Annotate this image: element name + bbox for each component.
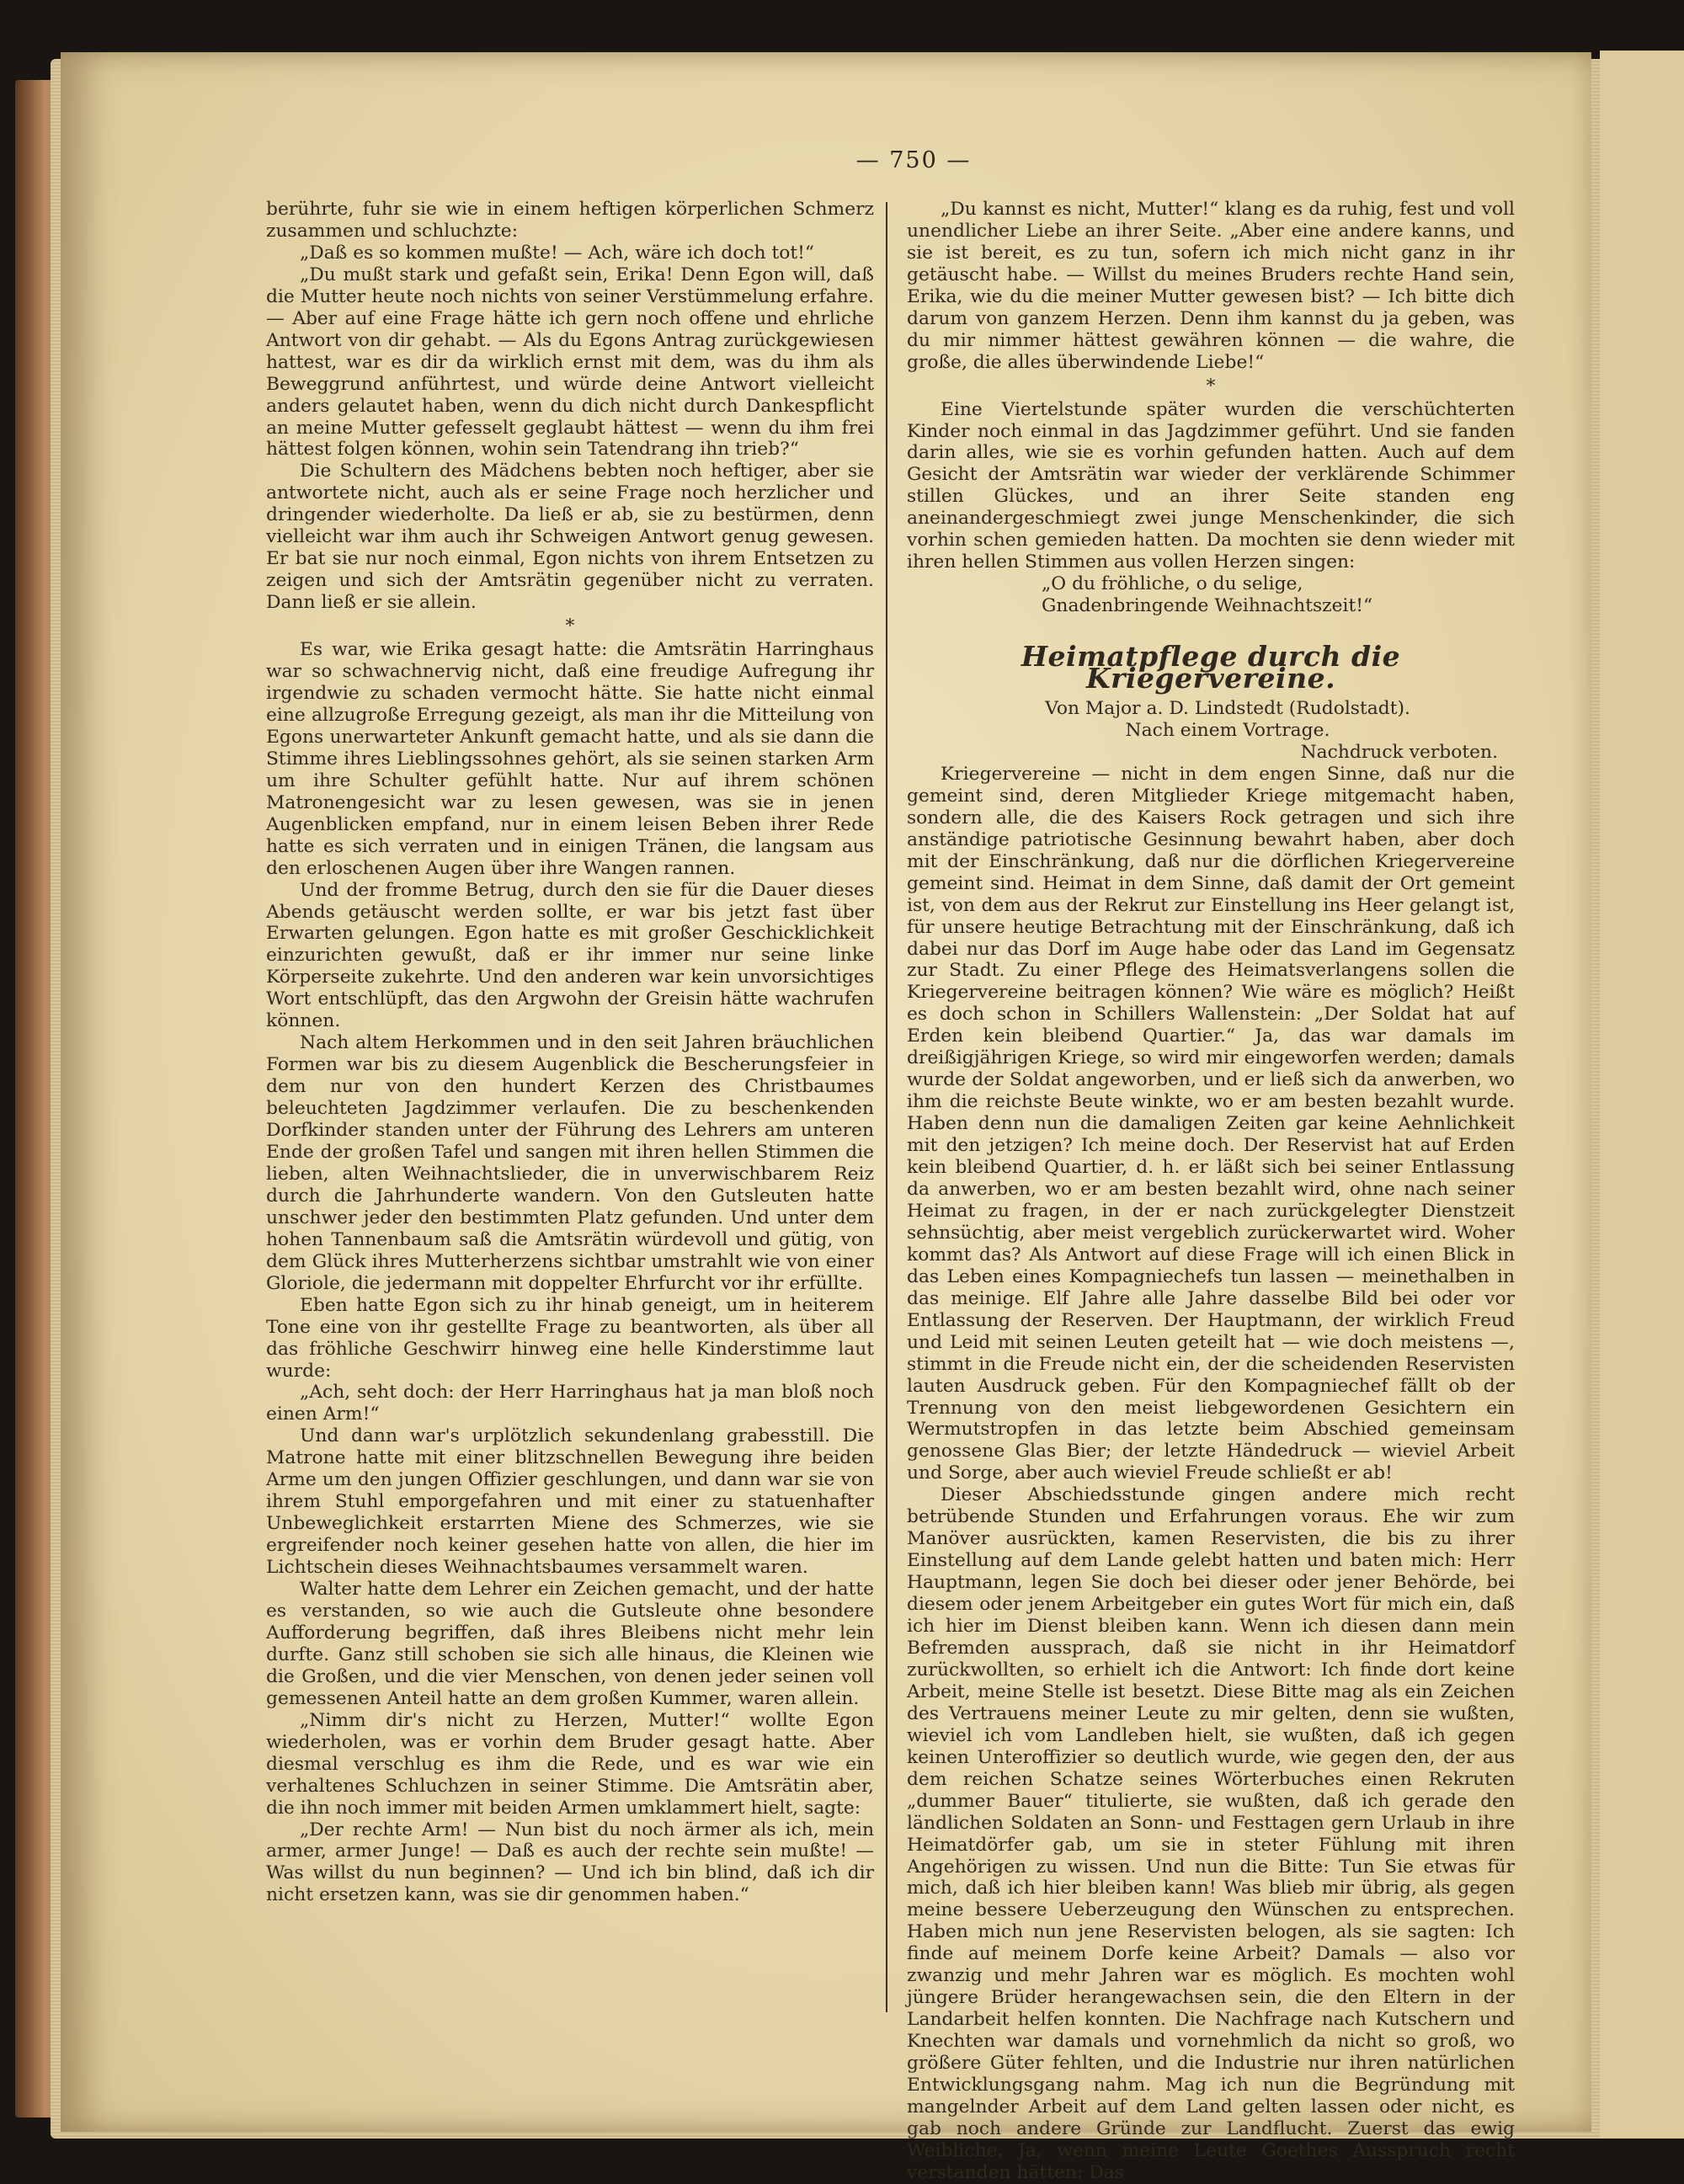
paragraph: „Nimm dir's nicht zu Herzen, Mutter!“ wollte Egon wiederholen, was er vorhin dem Bruder gesagt hatte. Aber diesmal verschlug es ihm die Rede, und es war wie ein verhaltenes Schluchzen in seiner Stimme. Die Amtsrätin aber, die ihn noch immer mit beiden Armen umklammert hielt, sagte:: [266, 1709, 874, 1819]
article-byline: Von Major a. D. Lindstedt (Rudolstadt).: [1045, 698, 1410, 720]
poem-line: „O du fröhliche, o du selige,: [1042, 573, 1303, 595]
paragraph: „Du mußt stark und gefaßt sein, Erika! Denn Egon will, daß die Mutter heute noch nichts von seiner Verstümmelung erfahre. — Aber auf eine Frage hätte ich gern noch offene und ehrliche Antwort von dir gehabt. — Als du Egons Antrag zurückgewiesen hattest, war es dir da wirklich ernst mit dem, was du ihm als Beweggrund anführtest, und würde deine Antwort vielleicht anders gelautet haben, wenn du dich nicht durch Dankespflicht an meine Mutter gefesselt geglaubt hättest — wenn du ihm frei hättest folgen können, wohin sein Tatendrang ihn trieb?“: [266, 264, 874, 461]
paragraph: „Du kannst es nicht, Mutter!“ klang es da ruhig, fest und voll unendlicher Liebe an ihrer Seite. „Aber eine andere kanns, und sie ist bereit, es zu tun, sofern ich mich nicht ganz in ihr getäuscht habe. — Willst du meines Bruders rechte Hand sein, Erika, wie du die meiner Mutter gewesen bist? — Ich bitte dich darum von ganzem Herzen. Denn ihm kannst du ja geben, was du mir nimmer hättest gewähren können — die wahre, die große, die alles überwindende Liebe!“: [907, 199, 1515, 373]
column-divider: [886, 202, 887, 2012]
paragraph: Kriegervereine — nicht in dem engen Sinne, daß nur die gemeint sind, deren Mitglieder Kriege mitgemacht haben, sondern alle, die des Kaisers Rock getragen und sich ihre anständige patriotische Gesinnung bewahrt haben, aber doch mit der Einschränkung, daß nur die dörflichen Kriegervereine gemeint sind. Heimat in dem Sinne, daß damit der Ort gemeint ist, von dem aus der Rekrut zur Einstellung ins Heer gelangt ist, für unsere heutige Betrachtung mit der Einschränkung, daß ich dabei nur das Dorf im Auge habe oder das Land im Gegensatz zur Stadt. Zu einer Pflege des Heimatsverlangens sollen die Kriegervereine beitragen können? Wie wäre es möglich? Heißt es doch schon in Schillers Wallenstein: „Der Soldat hat auf Erden kein bleibend Quartier.“ Ja, das war damals im dreißigjährigen Kriege, so wird mir eingeworfen werden; damals wurde der Soldat angeworben, und er ließ sich da anwerben, wo ihm die reichste Beute winkte, wo er am besten bezahlt wurde. Haben denn nun die damaligen Zeiten gar keine Aehnlichkeit mit den jetzigen? Ich meine doch. Der Reservist hat auf Erden kein bleibend Quartier, d. h. er läßt sich bei seiner Entlassung da anwerben, wo er am besten bezahlt wird, ohne nach seiner Heimat zu fragen, in der er nach zurückgelegter Dienstzeit sehnsüchtig, aber meist vergeblich zurückerwartet wird. Woher kommt das? Als Antwort auf diese Frage will ich einen Blick in das Leben eines Kompagniechefs tun lassen — meinethalben in das meinige. Elf Jahre alle Jahre dasselbe Bild bei oder vor Entlassung der Reserven. Der Hauptmann, der wirklich Freud und Leid mit seinen Leuten geteilt hat — wie doch meistens —, stimmt in die Freude nicht ein, der die scheidenden Reservisten lauten Ausdruck geben. Für den Kompagniechef fällt ob der Trennung von den meist liebgewordenen Gesichtern ein Wermutstropfen in das letzte beim Abschied gemeinsam genossene Glas Bier; der letzte Händedruck — wieviel Arbeit und Sorge, aber auch wieviel Freude schließt er ab!: [907, 763, 1515, 1484]
facing-page-edge: [1600, 51, 1684, 2139]
paragraph: Es war, wie Erika gesagt hatte: die Amtsrätin Harringhaus war so schwachnervig nicht, daß eine freudige Aufregung ihr irgendwie zu schaden vermocht hätte. Sie hatte nicht einmal eine allzugroße Erregung gezeigt, als man ihr die Mitteilung von Egons unerwarteter Ankunft gemacht hatte, und als sie dann die Stimme ihres Lieblingssohnes gehört, als sie seinen starken Arm um ihre Schulter gefühlt hatte. Nur auf ihrem schönen Matronengesicht war zu lesen gewesen, was sie in jenen Augenblicken empfand, nur in einem leisen Beben ihrer Rede hatte es sich verraten und in einigen Tränen, die langsam aus den erloschenen Augen über ihre Wangen rannen.: [266, 639, 874, 879]
paragraph: Und der fromme Betrug, durch den sie für die Dauer dieses Abends getäuscht werden sollte, er war bis jetzt fast über Erwarten gelungen. Egon hatte es mit großer Geschicklichkeit einzurichten gewußt, daß er ihr immer nur seine linke Körperseite zukehrte. Und den anderen war kein unvorsichtiges Wort entschlüpft, das den Argwohn der Greisin hätte wachrufen können.: [266, 879, 874, 1032]
article-title: Heimatpflege durch die Kriegervereine.: [1021, 640, 1401, 695]
paragraph: „Daß es so kommen mußte! — Ach, wäre ich doch tot!“: [300, 242, 815, 264]
section-separator: *: [1206, 375, 1216, 397]
paragraph: Eben hatte Egon sich zu ihr hinab geneigt, um in heiterem Tone eine von ihr gestellte Frage zu beantworten, als über all das fröhliche Geschwirr hinweg eine helle Kinderstimme laut wurde:: [266, 1294, 874, 1382]
right-column: [907, 199, 1515, 2184]
paragraph: Dieser Abschiedsstunde gingen andere mich recht betrübende Stunden und Erfahrungen voraus. Ehe wir zum Manöver ausrückten, kamen Reservisten, die bis zu ihrer Einstellung auf dem Lande gelebt hatten und baten mich: Herr Hauptmann, legen Sie doch bei dieser oder jener Behörde, bei diesem oder jenem Arbeitgeber ein gutes Wort für mich ein, daß ich hier im Dienst bleiben kann. Wenn ich diesen dann mein Befremden aussprach, daß sie nicht in ihr Heimatdorf zurückwollten, so erhielt ich die Antwort: Ich finde dort keine Arbeit, meine Stelle ist besetzt. Diese Bitte mag als ein Zeichen des Vertrauens meiner Leute zu mir gelten, denn sie wußten, wieviel ich vom Landleben hielt, sie wußten, daß ich gegen keinen Unteroffizier so deutlich wurde, wie gegen den, der aus dem reichen Schatze seines Wörterbuches einen Rekruten „dummer Bauer“ titulierte, sie wußten, daß ich gerade den ländlichen Soldaten an Sonn- und Festtagen gern Urlaub in ihre Heimatdörfer gab, um sie in steter Fühlung mit ihren Angehörigen zu wissen. Und nun die Bitte: Tun Sie etwas für mich, daß ich hier bleiben kann! Was blieb mir übrig, als gegen meine bessere Ueberzeugung den Wünschen zu entsprechen. Haben mich nun jene Reservisten belogen, als sie sagten: Ich finde auf meinem Dorfe keine Arbeit? Damals — also vor zwanzig und mehr Jahren war es möglich. Es mochten wohl jüngere Brüder herangewachsen sein, die den Eltern in der Landarbeit helfen konnten. Die Nachfrage nach Kutschern und Knechten war damals und vornehmlich da nicht so groß, wo größere Güter fehlten, und die Industrie nur ihren natürlichen Entwicklungsgang nahm. Mag ich nun die Begründung mit mangelnder Arbeit auf dem Land gelten lassen oder nicht, es gab noch andere Gründe zur Landflucht. Zuerst das ewig Weibliche. Ja, wenn meine Leute Goethes Ausspruch recht verstanden hätten: Das: [907, 1484, 1515, 2183]
section-separator: *: [565, 615, 575, 637]
paragraph: Nach altem Herkommen und in den seit Jahren bräuchlichen Formen war bis zu diesem Augenblick die Bescherungsfeier in dem nur von den hundert Kerzen des Christbaumes beleuchteten Jagdzimmer verlaufen. Die zu beschenkenden Dorfkinder standen unter der Führung des Lehrers am unteren Ende der großen Tafel und sangen mit ihren hellen Stimmen die lieben, alten Weihnachtslieder, die in unverwischbarem Reiz durch die Jahrhunderte wandern. Von den Gutsleuten hatte unschwer jeder den bestimmten Platz gefunden. Und unter dem hohen Tannenbaum saß die Amtsrätin würdevoll und gütig, von dem Glück ihres Mutterherzens sichtbar umstrahlt wie von einer Gloriole, die jedermann mit doppelter Ehrfurcht vor ihr erfüllte.: [266, 1032, 874, 1294]
paragraph: Und dann war's urplötzlich sekundenlang grabesstill. Die Matrone hatte mit einer blitzschnellen Bewegung ihre beiden Arme um den jungen Offizier geschlungen, und dann war sie von ihrem Stuhl emporgefahren und mit einer zu statuenhafter Unbeweglichkeit erstarrten Miene des Schmerzes, wie sie ergreifender noch keiner gesehen hatte von allen, die hier im Lichtschein dieses Weihnachtsbaumes versammelt waren.: [266, 1425, 874, 1579]
reprint-note: Nachdruck verboten.: [1300, 741, 1498, 763]
poem-line: Gnadenbringende Weihnachtszeit!“: [1042, 595, 1373, 617]
paragraph: berührte, fuhr sie wie in einem heftigen körperlichen Schmerz zusammen und schluchzte:: [266, 199, 874, 242]
article-subline: Nach einem Vortrage.: [1125, 719, 1330, 741]
paragraph: Walter hatte dem Lehrer ein Zeichen gemacht, und der hatte es verstanden, so wie auch die Gutsleute ohne besondere Aufforderung begriffen, daß ihres Bleibens nicht mehr lein durfte. Ganz still schoben sie sich alle hinaus, die Kleinen wie die Großen, und die vier Menschen, von denen jeder seinen voll gemessenen Anteil hatte an dem großen Kummer, waren allein.: [266, 1579, 874, 1709]
left-column: [266, 199, 874, 1906]
paragraph: Die Schultern des Mädchens bebten noch heftiger, aber sie antwortete nicht, auch als er seine Frage noch herzlicher und dringender wiederholte. Da ließ er ab, sie zu bestürmen, denn vielleicht war ihm auch ihr Schweigen Antwort genug gewesen. Er bat sie nur noch einmal, Egon nichts von ihrem Entsetzen zu zeigen und sich der Amtsrätin gegenüber nicht zu verraten. Dann ließ er sie allein.: [266, 461, 874, 614]
paragraph: Eine Viertelstunde später wurden die verschüchterten Kinder noch einmal in das Jagdzimmer geführt. Und sie fanden darin alles, wie sie es vorhin gefunden hatten. Auch auf dem Gesicht der Amtsrätin war wieder der verklärende Schimmer stillen Glückes, und an ihrer Seite standen eng aneinandergeschmiegt zwei junge Menschenkinder, die sich vorhin schen gemieden hatten. Da mochten sie denn wieder mit ihren hellen Stimmen aus vollen Herzen singen:: [907, 398, 1515, 573]
paragraph: „Ach, seht doch: der Herr Harringhaus hat ja man bloß noch einen Arm!“: [266, 1382, 874, 1425]
paragraph: „Der rechte Arm! — Nun bist du noch ärmer als ich, mein armer, armer Junge! — Daß es auch der rechte sein mußte! — Was willst du nun beginnen? — Und ich bin blind, daß ich dir nicht ersetzen kann, was sie dir genommen haben.“: [266, 1819, 874, 1906]
page-number: — 750 —: [855, 147, 972, 173]
